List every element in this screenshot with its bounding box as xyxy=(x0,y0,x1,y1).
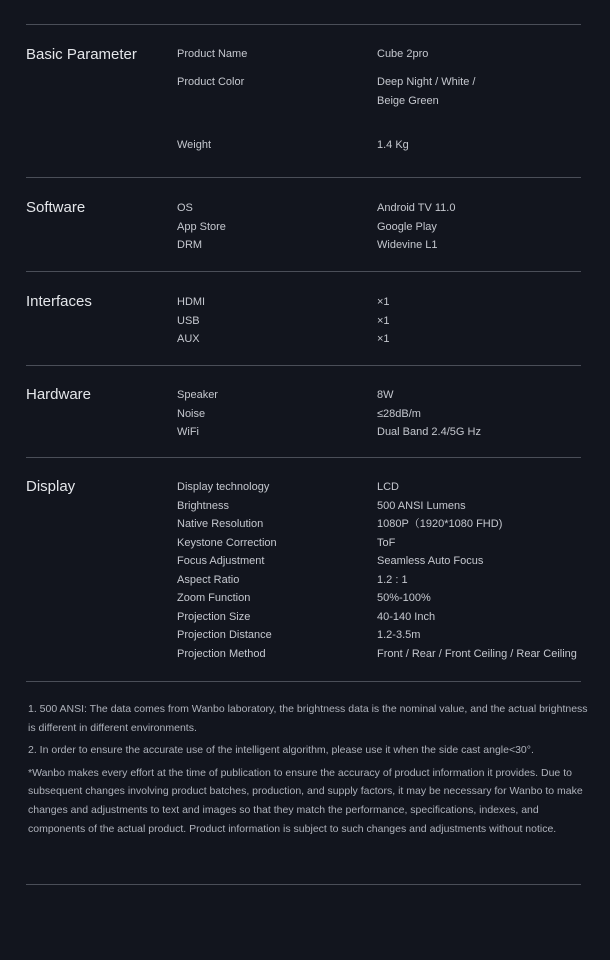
divider-software-interfaces xyxy=(26,271,581,272)
spec-row-hdmi xyxy=(177,293,597,312)
spec-label: Projection Distance xyxy=(177,629,272,641)
spec-label: DRM xyxy=(177,239,203,251)
section-display xyxy=(26,476,586,671)
spec-value: Seamless Auto Focus xyxy=(377,555,484,567)
spec-value: 1.2 : 1 xyxy=(377,573,408,586)
spec-value: Front / Rear / Front Ceiling / Rear Ceiling xyxy=(377,647,577,660)
spec-label: HDMI xyxy=(177,296,206,308)
spec-label: WiFi xyxy=(177,426,199,438)
spec-label: App Store xyxy=(177,220,226,233)
section-interfaces xyxy=(26,291,586,351)
spec-label: Noise xyxy=(177,407,206,420)
spec-row-zoom-function xyxy=(177,589,597,608)
spec-row-aspect-ratio xyxy=(177,571,597,590)
spec-row-keystone-correction xyxy=(177,534,597,553)
spec-row-projection-method xyxy=(177,645,597,664)
spec-row-aux xyxy=(177,330,597,349)
spec-label: Display technology xyxy=(177,481,270,493)
disclaimer: *Wanbo makes every effort at the time of publication to ensure the accuracy of product information it provides. Due to subsequent changes involving product batches, production, and supply factors, it may be necessary for Wanbo to make changes and adjustments to text and images so that they match the performance, specifications, indexes, and components of the actual product. Product information is subject to such changes and adjustments without notice. xyxy=(28,766,583,835)
spec-row-drm xyxy=(177,236,597,255)
spec-label: Product Name xyxy=(177,48,248,60)
spec-value: LCD xyxy=(377,481,400,493)
divider-display-notes xyxy=(26,681,581,682)
section-hardware xyxy=(26,384,586,444)
spec-label: AUX xyxy=(177,333,200,345)
spec-row-projection-distance xyxy=(177,626,597,645)
spec-label: Projection Size xyxy=(177,610,251,623)
section-software xyxy=(26,197,586,257)
section-title: Software xyxy=(26,199,86,216)
spec-value: Dual Band 2.4/5G Hz xyxy=(377,426,481,438)
spec-label: Weight xyxy=(177,139,212,151)
spec-value: 40-140 Inch xyxy=(377,610,436,623)
spec-row-product-name xyxy=(177,45,597,64)
spec-row-focus-adjustment xyxy=(177,552,597,571)
spec-row-display-technology xyxy=(177,478,597,497)
spec-label: OS xyxy=(177,202,193,214)
spec-value: 500 ANSI Lumens xyxy=(377,499,466,512)
spec-row-os xyxy=(177,199,597,218)
spec-label: Speaker xyxy=(177,389,218,401)
spec-value: 1.2-3.5m xyxy=(377,629,421,641)
section-basic-parameter xyxy=(26,44,586,169)
spec-value: ×1 xyxy=(377,333,390,345)
divider-bottom xyxy=(26,884,581,885)
spec-label: Keystone Correction xyxy=(177,536,277,549)
spec-label: Native Resolution xyxy=(177,518,264,530)
spec-value: Android TV 11.0 xyxy=(377,202,456,214)
spec-row-wifi xyxy=(177,423,597,442)
section-title: Interfaces xyxy=(26,293,92,310)
spec-value: Deep Night / White / xyxy=(377,76,476,88)
spec-value: ToF xyxy=(377,536,396,549)
divider-interfaces-hardware xyxy=(26,365,581,366)
spec-value: 50%-100% xyxy=(377,592,431,604)
spec-row-app-store xyxy=(177,218,597,237)
spec-row-native-resolution xyxy=(177,515,597,534)
footnote-brightness: 1. 500 ANSI: The data comes from Wanbo laboratory, the brightness data is the nominal value, and the actual brightness is different in different environments. xyxy=(28,703,588,734)
spec-value: ×1 xyxy=(377,314,390,327)
spec-value: 1080P（1920*1080 FHD) xyxy=(377,518,503,530)
divider-hardware-display xyxy=(26,457,581,458)
spec-label: Aspect Ratio xyxy=(177,573,240,586)
section-title: Display xyxy=(26,478,76,495)
spec-row-noise xyxy=(177,405,597,424)
spec-row-product-color-cont xyxy=(177,92,597,111)
section-title: Hardware xyxy=(26,386,92,403)
spec-label: Focus Adjustment xyxy=(177,555,265,567)
divider-top xyxy=(26,24,581,25)
divider-basic-software xyxy=(26,177,581,178)
spec-row-usb xyxy=(177,312,597,331)
spec-row-weight xyxy=(177,136,597,155)
spec-value: ≤28dB/m xyxy=(377,407,421,420)
spec-value: 8W xyxy=(377,389,394,401)
spec-value-continued: Beige Green xyxy=(377,94,439,107)
spec-row-speaker xyxy=(177,386,597,405)
footnote-side-cast-angle: 2. In order to ensure the accurate use of the intelligent algorithm, please use it when the side cast angle<30°. xyxy=(28,744,534,757)
section-title: Basic Parameter xyxy=(26,46,137,63)
spec-value: ×1 xyxy=(377,296,390,308)
spec-label: Projection Method xyxy=(177,647,266,660)
spec-label: USB xyxy=(177,314,200,327)
spec-label: Product Color xyxy=(177,76,245,88)
footnotes xyxy=(28,700,588,842)
spec-value: Widevine L1 xyxy=(377,239,438,251)
spec-value: 1.4 Kg xyxy=(377,139,409,151)
spec-label: Brightness xyxy=(177,499,229,512)
spec-value: Cube 2pro xyxy=(377,48,429,60)
spec-row-brightness xyxy=(177,497,597,516)
spec-label: Zoom Function xyxy=(177,592,251,604)
spec-row-projection-size xyxy=(177,608,597,627)
spec-row-product-color xyxy=(177,73,597,92)
spec-value: Google Play xyxy=(377,220,437,233)
